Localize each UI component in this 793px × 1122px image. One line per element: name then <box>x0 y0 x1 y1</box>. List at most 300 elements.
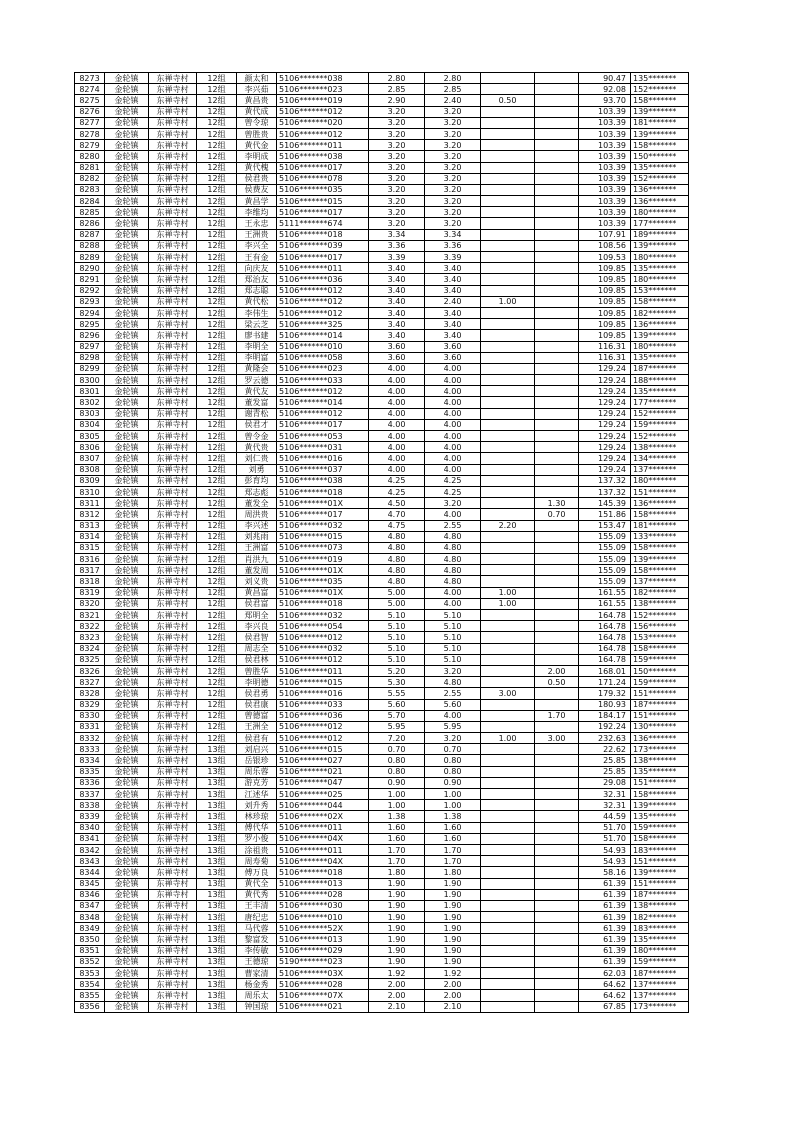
cell-village: 东禅寺村 <box>149 128 197 139</box>
cell-amount: 164.78 <box>579 632 631 643</box>
cell-id: 5106*******027 <box>277 755 369 766</box>
cell-area1: 4.00 <box>369 375 425 386</box>
cell-group: 12组 <box>197 307 237 318</box>
cell-area4: 1.70 <box>535 710 579 721</box>
cell-town: 金轮镇 <box>105 800 149 811</box>
cell-name: 黄代贵 <box>237 442 277 453</box>
cell-area3 <box>481 140 535 151</box>
cell-area2: 2.40 <box>425 296 481 307</box>
cell-phone: 151******* <box>631 710 689 721</box>
cell-id: 5106*******023 <box>277 363 369 374</box>
table-row <box>75 867 689 878</box>
cell-area2: 3.40 <box>425 263 481 274</box>
cell-id: 5106*******013 <box>277 878 369 889</box>
cell-id: 5106*******036 <box>277 710 369 721</box>
cell-no: 8314 <box>75 531 105 542</box>
table-row <box>75 744 689 755</box>
cell-town: 金轮镇 <box>105 610 149 621</box>
cell-phone: 158******* <box>631 542 689 553</box>
cell-amount: 51.70 <box>579 833 631 844</box>
cell-area2: 2.00 <box>425 990 481 1001</box>
cell-phone: 158******* <box>631 509 689 520</box>
cell-name: 侯君富 <box>237 598 277 609</box>
table-row <box>75 811 689 822</box>
cell-area3 <box>481 218 535 229</box>
cell-amount: 25.85 <box>579 766 631 777</box>
cell-village: 东禅寺村 <box>149 576 197 587</box>
table-row <box>75 442 689 453</box>
table-row <box>75 274 689 285</box>
cell-area2: 3.34 <box>425 229 481 240</box>
cell-id: 5106*******014 <box>277 330 369 341</box>
cell-area3 <box>481 945 535 956</box>
cell-area2: 3.40 <box>425 307 481 318</box>
cell-area4 <box>535 140 579 151</box>
table-row <box>75 554 689 565</box>
cell-phone: 152******* <box>631 610 689 621</box>
cell-area1: 4.00 <box>369 442 425 453</box>
cell-name: 刘勇 <box>237 464 277 475</box>
cell-amount: 61.39 <box>579 912 631 923</box>
cell-phone: 152******* <box>631 173 689 184</box>
cell-name: 黄代成 <box>237 106 277 117</box>
cell-area2: 2.55 <box>425 520 481 531</box>
cell-id: 5106*******028 <box>277 979 369 990</box>
cell-amount: 29.08 <box>579 777 631 788</box>
cell-phone: 183******* <box>631 923 689 934</box>
cell-phone: 156******* <box>631 621 689 632</box>
cell-name: 董发周 <box>237 565 277 576</box>
cell-area3 <box>481 912 535 923</box>
cell-town: 金轮镇 <box>105 419 149 430</box>
cell-id: 5106*******01X <box>277 565 369 576</box>
cell-area1: 1.90 <box>369 934 425 945</box>
cell-group: 12组 <box>197 621 237 632</box>
cell-area1: 1.60 <box>369 822 425 833</box>
cell-town: 金轮镇 <box>105 688 149 699</box>
cell-area2: 3.20 <box>425 117 481 128</box>
cell-name: 钟国琼 <box>237 1001 277 1012</box>
cell-no: 8296 <box>75 330 105 341</box>
cell-area2: 3.20 <box>425 162 481 173</box>
cell-village: 东禅寺村 <box>149 554 197 565</box>
cell-town: 金轮镇 <box>105 307 149 318</box>
cell-name: 郑志彪 <box>237 486 277 497</box>
cell-name: 谢青松 <box>237 408 277 419</box>
cell-village: 东禅寺村 <box>149 956 197 967</box>
cell-area1: 1.90 <box>369 945 425 956</box>
cell-area3 <box>481 341 535 352</box>
table-row <box>75 621 689 632</box>
cell-area2: 4.00 <box>425 442 481 453</box>
cell-area1: 3.40 <box>369 296 425 307</box>
cell-group: 13组 <box>197 923 237 934</box>
cell-no: 8299 <box>75 363 105 374</box>
cell-area3 <box>481 923 535 934</box>
cell-village: 东禅寺村 <box>149 363 197 374</box>
cell-id: 5106*******035 <box>277 576 369 587</box>
cell-area4 <box>535 542 579 553</box>
cell-area1: 3.20 <box>369 151 425 162</box>
cell-area3 <box>481 375 535 386</box>
cell-group: 12组 <box>197 442 237 453</box>
cell-amount: 161.55 <box>579 587 631 598</box>
cell-area2: 4.00 <box>425 598 481 609</box>
table-row <box>75 688 689 699</box>
table-row <box>75 263 689 274</box>
cell-area1: 5.60 <box>369 699 425 710</box>
cell-area3 <box>481 643 535 654</box>
cell-no: 8313 <box>75 520 105 531</box>
cell-town: 金轮镇 <box>105 554 149 565</box>
cell-town: 金轮镇 <box>105 531 149 542</box>
cell-area3 <box>481 117 535 128</box>
cell-town: 金轮镇 <box>105 486 149 497</box>
cell-area4 <box>535 408 579 419</box>
cell-area1: 4.00 <box>369 397 425 408</box>
cell-name: 曾令金 <box>237 431 277 442</box>
cell-area2: 1.00 <box>425 789 481 800</box>
cell-id: 5106*******017 <box>277 162 369 173</box>
cell-id: 5111*******674 <box>277 218 369 229</box>
cell-amount: 61.39 <box>579 923 631 934</box>
cell-group: 13组 <box>197 900 237 911</box>
cell-id: 5106*******011 <box>277 665 369 676</box>
table-row <box>75 386 689 397</box>
cell-no: 8282 <box>75 173 105 184</box>
table-row <box>75 822 689 833</box>
cell-id: 5106*******032 <box>277 520 369 531</box>
table-row <box>75 912 689 923</box>
cell-town: 金轮镇 <box>105 889 149 900</box>
cell-village: 东禅寺村 <box>149 587 197 598</box>
cell-village: 东禅寺村 <box>149 397 197 408</box>
cell-area2: 4.00 <box>425 453 481 464</box>
table-row <box>75 307 689 318</box>
cell-amount: 61.39 <box>579 934 631 945</box>
cell-area2: 0.70 <box>425 744 481 755</box>
cell-area4 <box>535 352 579 363</box>
cell-no: 8302 <box>75 397 105 408</box>
cell-no: 8354 <box>75 979 105 990</box>
cell-amount: 109.85 <box>579 263 631 274</box>
cell-area1: 4.80 <box>369 576 425 587</box>
cell-town: 金轮镇 <box>105 408 149 419</box>
cell-area2: 0.80 <box>425 755 481 766</box>
table-row <box>75 453 689 464</box>
cell-phone: 151******* <box>631 486 689 497</box>
cell-name: 周乐太 <box>237 990 277 1001</box>
cell-no: 8310 <box>75 486 105 497</box>
cell-no: 8326 <box>75 665 105 676</box>
cell-name: 李兴述 <box>237 520 277 531</box>
cell-village: 东禅寺村 <box>149 665 197 676</box>
cell-id: 5106*******078 <box>277 173 369 184</box>
cell-area2: 5.95 <box>425 721 481 732</box>
cell-area4 <box>535 587 579 598</box>
cell-area4 <box>535 252 579 263</box>
cell-town: 金轮镇 <box>105 565 149 576</box>
cell-area1: 3.40 <box>369 263 425 274</box>
cell-town: 金轮镇 <box>105 296 149 307</box>
cell-phone: 152******* <box>631 408 689 419</box>
cell-id: 5106*******011 <box>277 263 369 274</box>
cell-area2: 4.00 <box>425 431 481 442</box>
cell-name: 游克芳 <box>237 777 277 788</box>
cell-phone: 152******* <box>631 431 689 442</box>
cell-amount: 116.31 <box>579 341 631 352</box>
cell-town: 金轮镇 <box>105 912 149 923</box>
cell-name: 黄代松 <box>237 296 277 307</box>
cell-name: 王洲全 <box>237 721 277 732</box>
cell-village: 东禅寺村 <box>149 520 197 531</box>
cell-area1: 1.90 <box>369 956 425 967</box>
cell-area3 <box>481 621 535 632</box>
cell-area4 <box>535 777 579 788</box>
cell-village: 东禅寺村 <box>149 207 197 218</box>
cell-area4 <box>535 945 579 956</box>
cell-amount: 103.39 <box>579 128 631 139</box>
cell-town: 金轮镇 <box>105 319 149 330</box>
cell-village: 东禅寺村 <box>149 531 197 542</box>
table-row <box>75 968 689 979</box>
data-table <box>74 72 689 1013</box>
cell-name: 王有金 <box>237 252 277 263</box>
cell-town: 金轮镇 <box>105 744 149 755</box>
cell-phone: 187******* <box>631 968 689 979</box>
cell-group: 13组 <box>197 833 237 844</box>
cell-town: 金轮镇 <box>105 934 149 945</box>
cell-id: 5106*******017 <box>277 509 369 520</box>
cell-area3 <box>481 486 535 497</box>
cell-phone: 135******* <box>631 934 689 945</box>
cell-name: 曾胜华 <box>237 665 277 676</box>
cell-town: 金轮镇 <box>105 542 149 553</box>
cell-name: 刘升秀 <box>237 800 277 811</box>
cell-area3 <box>481 755 535 766</box>
cell-area1: 1.90 <box>369 900 425 911</box>
cell-village: 东禅寺村 <box>149 106 197 117</box>
cell-area3: 2.20 <box>481 520 535 531</box>
cell-id: 5106*******015 <box>277 196 369 207</box>
cell-amount: 103.39 <box>579 173 631 184</box>
cell-area1: 3.20 <box>369 207 425 218</box>
cell-id: 5106*******035 <box>277 184 369 195</box>
cell-area3 <box>481 554 535 565</box>
cell-town: 金轮镇 <box>105 598 149 609</box>
cell-village: 东禅寺村 <box>149 733 197 744</box>
cell-amount: 192.24 <box>579 721 631 732</box>
cell-area2: 4.25 <box>425 475 481 486</box>
cell-area2: 1.70 <box>425 856 481 867</box>
table-row <box>75 475 689 486</box>
cell-group: 13组 <box>197 755 237 766</box>
cell-id: 5106*******021 <box>277 1001 369 1012</box>
cell-name: 马代蓉 <box>237 923 277 934</box>
table-row <box>75 1001 689 1012</box>
table-row <box>75 755 689 766</box>
cell-area4 <box>535 755 579 766</box>
cell-name: 侯君贵 <box>237 173 277 184</box>
cell-name: 李伟生 <box>237 307 277 318</box>
cell-name: 侯君才 <box>237 419 277 430</box>
cell-group: 13组 <box>197 956 237 967</box>
table-row <box>75 710 689 721</box>
cell-area4 <box>535 766 579 777</box>
cell-name: 侯君勇 <box>237 688 277 699</box>
cell-village: 东禅寺村 <box>149 352 197 363</box>
cell-group: 12组 <box>197 688 237 699</box>
cell-id: 5106*******021 <box>277 766 369 777</box>
table-row <box>75 207 689 218</box>
cell-area4 <box>535 598 579 609</box>
cell-area1: 1.00 <box>369 800 425 811</box>
table-row <box>75 162 689 173</box>
cell-no: 8279 <box>75 140 105 151</box>
table-row <box>75 945 689 956</box>
cell-area3 <box>481 263 535 274</box>
cell-phone: 138******* <box>631 900 689 911</box>
cell-id: 5106*******038 <box>277 73 369 84</box>
table-row <box>75 229 689 240</box>
cell-group: 12组 <box>197 565 237 576</box>
cell-area3 <box>481 352 535 363</box>
cell-area3 <box>481 442 535 453</box>
cell-phone: 150******* <box>631 151 689 162</box>
cell-area3: 0.50 <box>481 95 535 106</box>
cell-town: 金轮镇 <box>105 162 149 173</box>
cell-area2: 0.80 <box>425 766 481 777</box>
cell-area2: 5.10 <box>425 654 481 665</box>
cell-amount: 22.62 <box>579 744 631 755</box>
table-row <box>75 665 689 676</box>
cell-area1: 4.70 <box>369 509 425 520</box>
cell-town: 金轮镇 <box>105 643 149 654</box>
cell-id: 5106*******014 <box>277 397 369 408</box>
cell-area2: 3.20 <box>425 184 481 195</box>
cell-group: 13组 <box>197 968 237 979</box>
cell-town: 金轮镇 <box>105 341 149 352</box>
cell-area2: 3.20 <box>425 498 481 509</box>
cell-area4 <box>535 207 579 218</box>
cell-id: 5106*******032 <box>277 643 369 654</box>
cell-phone: 189******* <box>631 229 689 240</box>
cell-id: 5106*******038 <box>277 151 369 162</box>
cell-name: 周洪贵 <box>237 509 277 520</box>
cell-village: 东禅寺村 <box>149 721 197 732</box>
cell-name: 黄代金 <box>237 140 277 151</box>
cell-area3 <box>481 632 535 643</box>
cell-amount: 161.55 <box>579 598 631 609</box>
table-row <box>75 610 689 621</box>
cell-group: 12组 <box>197 95 237 106</box>
cell-village: 东禅寺村 <box>149 173 197 184</box>
cell-area1: 2.00 <box>369 990 425 1001</box>
table-row <box>75 889 689 900</box>
cell-no: 8327 <box>75 677 105 688</box>
cell-area3 <box>481 531 535 542</box>
cell-area2: 2.00 <box>425 979 481 990</box>
cell-area3 <box>481 207 535 218</box>
cell-area1: 1.70 <box>369 856 425 867</box>
cell-amount: 164.78 <box>579 621 631 632</box>
cell-amount: 103.39 <box>579 106 631 117</box>
cell-no: 8276 <box>75 106 105 117</box>
cell-no: 8289 <box>75 252 105 263</box>
cell-id: 5106*******012 <box>277 285 369 296</box>
cell-amount: 44.59 <box>579 811 631 822</box>
cell-amount: 164.78 <box>579 643 631 654</box>
cell-area4: 0.50 <box>535 677 579 688</box>
cell-area3 <box>481 319 535 330</box>
cell-group: 12组 <box>197 408 237 419</box>
cell-id: 5106*******044 <box>277 800 369 811</box>
cell-area3 <box>481 498 535 509</box>
cell-area2: 1.92 <box>425 968 481 979</box>
cell-village: 东禅寺村 <box>149 900 197 911</box>
cell-no: 8343 <box>75 856 105 867</box>
cell-name: 王洲富 <box>237 542 277 553</box>
cell-area2: 4.80 <box>425 554 481 565</box>
cell-area1: 0.80 <box>369 766 425 777</box>
cell-phone: 181******* <box>631 117 689 128</box>
cell-phone: 152******* <box>631 84 689 95</box>
cell-town: 金轮镇 <box>105 263 149 274</box>
cell-no: 8277 <box>75 117 105 128</box>
cell-area1: 4.80 <box>369 542 425 553</box>
cell-amount: 58.16 <box>579 867 631 878</box>
cell-name: 王德琼 <box>237 956 277 967</box>
cell-id: 5106*******033 <box>277 699 369 710</box>
cell-no: 8294 <box>75 307 105 318</box>
cell-village: 东禅寺村 <box>149 923 197 934</box>
cell-amount: 155.09 <box>579 531 631 542</box>
cell-no: 8311 <box>75 498 105 509</box>
cell-town: 金轮镇 <box>105 330 149 341</box>
cell-area2: 4.80 <box>425 565 481 576</box>
cell-phone: 139******* <box>631 240 689 251</box>
cell-name: 侯君智 <box>237 632 277 643</box>
cell-town: 金轮镇 <box>105 677 149 688</box>
cell-area3 <box>481 274 535 285</box>
cell-amount: 145.39 <box>579 498 631 509</box>
cell-no: 8315 <box>75 542 105 553</box>
cell-group: 12组 <box>197 710 237 721</box>
cell-no: 8295 <box>75 319 105 330</box>
cell-area4 <box>535 106 579 117</box>
cell-amount: 109.85 <box>579 274 631 285</box>
cell-phone: 187******* <box>631 699 689 710</box>
cell-amount: 108.56 <box>579 240 631 251</box>
cell-area4 <box>535 95 579 106</box>
table-row <box>75 173 689 184</box>
cell-group: 12组 <box>197 397 237 408</box>
cell-amount: 109.85 <box>579 285 631 296</box>
cell-id: 5106*******04X <box>277 856 369 867</box>
cell-amount: 164.78 <box>579 654 631 665</box>
cell-area4 <box>535 531 579 542</box>
cell-area2: 3.40 <box>425 330 481 341</box>
cell-area2: 3.20 <box>425 207 481 218</box>
cell-village: 东禅寺村 <box>149 565 197 576</box>
cell-no: 8341 <box>75 833 105 844</box>
table-row <box>75 766 689 777</box>
cell-area2: 4.25 <box>425 486 481 497</box>
cell-area4 <box>535 923 579 934</box>
cell-amount: 61.39 <box>579 889 631 900</box>
cell-area2: 3.20 <box>425 106 481 117</box>
cell-village: 东禅寺村 <box>149 878 197 889</box>
